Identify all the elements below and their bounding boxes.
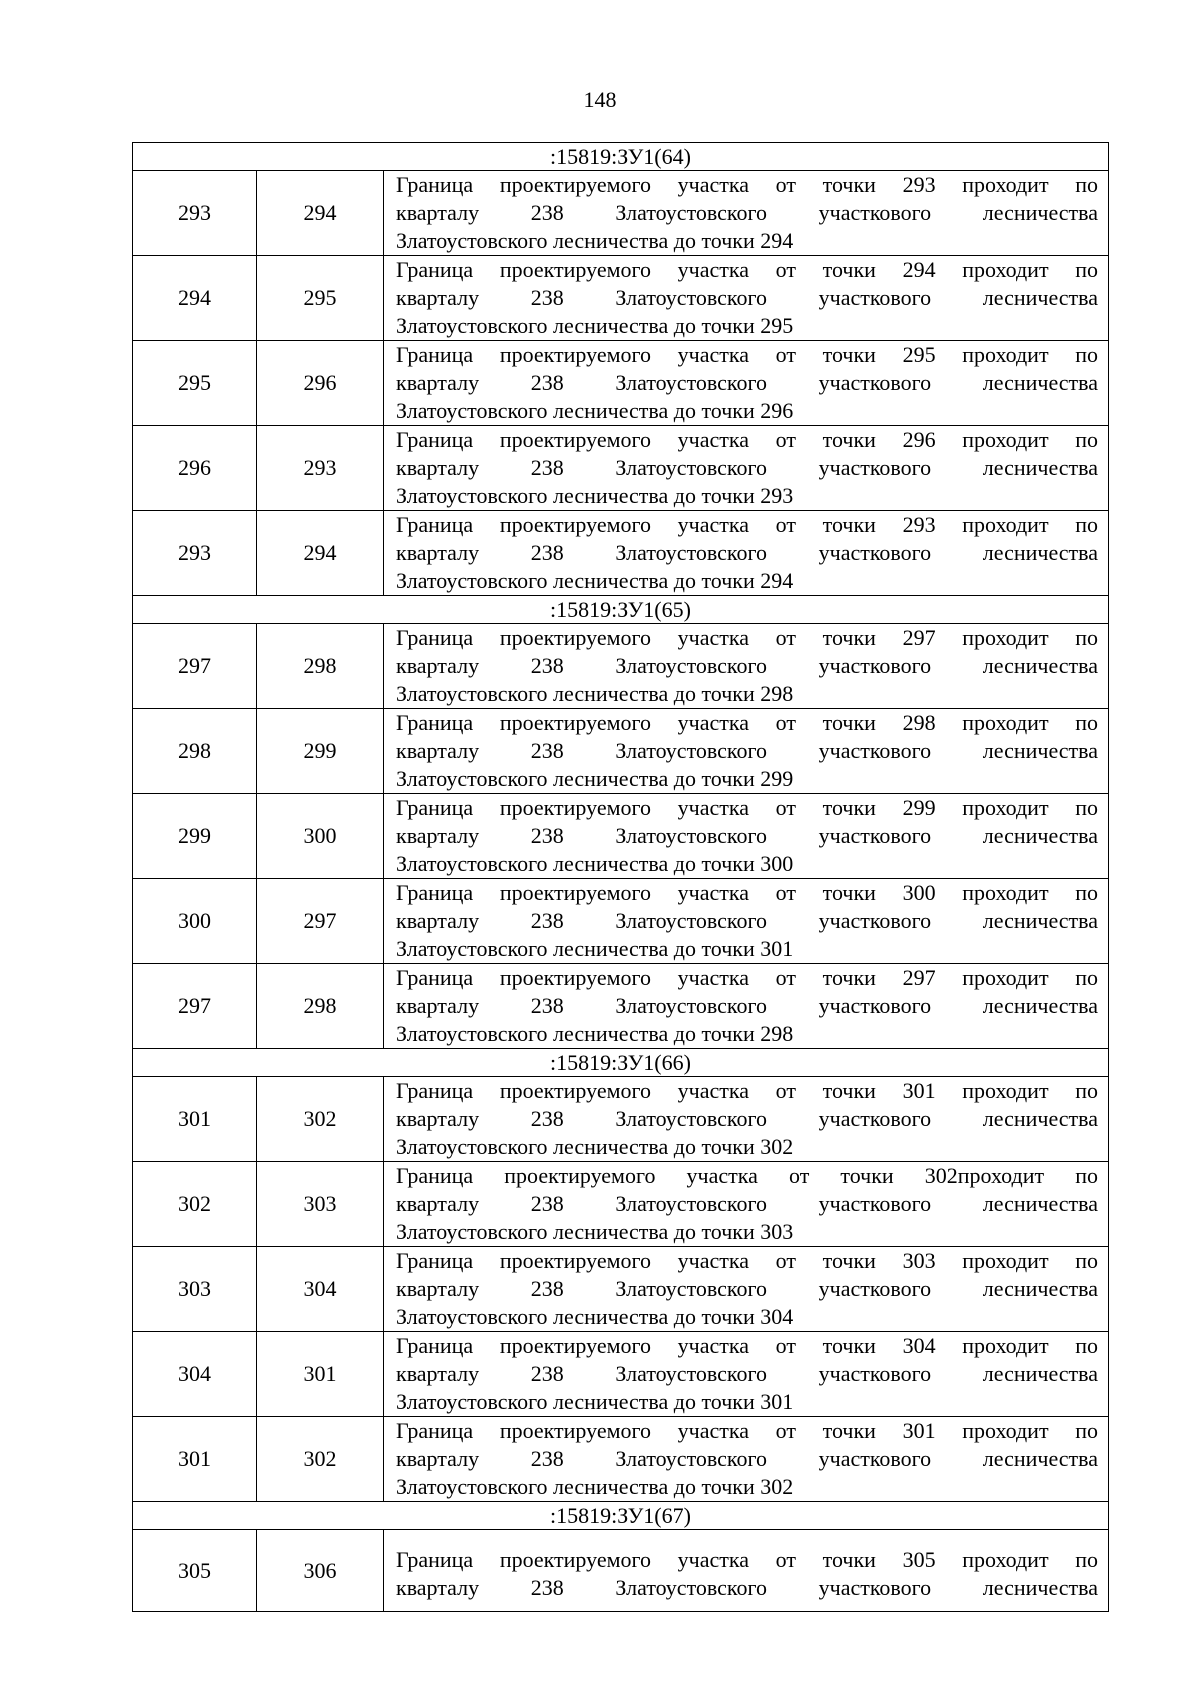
point-to-cell: 303 [257,1162,384,1247]
description-cell [384,879,1109,964]
section-header-row [133,1502,1109,1530]
description-line: кварталу 238 Златоустовского участкового лесничества [396,1191,1098,1216]
point-to-cell: 304 [257,1247,384,1332]
description-line: Граница проектируемого участка от точки 298 проходит по [396,710,1098,735]
point-from-cell: 305 [133,1530,257,1612]
point-to-cell: 300 [257,794,384,879]
description-line: кварталу 238 Златоустовского участкового лесничества [396,993,1098,1018]
table-row [133,1247,1109,1332]
point-to-cell: 294 [257,171,384,256]
description-line: Граница проектируемого участка от точки 293 проходит по [396,512,1098,537]
description-cell [384,1332,1109,1417]
description-line: Граница проектируемого участка от точки 297 проходит по [396,965,1098,990]
table-row [133,256,1109,341]
description-line: кварталу 238 Златоустовского участкового лесничества [396,823,1098,848]
description-line: Граница проектируемого участка от точки 300 проходит по [396,880,1098,905]
description-line: Граница проектируемого участка от точки 301 проходит по [396,1418,1098,1443]
description-line: кварталу 238 Златоустовского участкового лесничества [396,738,1098,763]
description-line: Граница проектируемого участка от точки 305 проходит по [396,1546,1098,1572]
description-line: Граница проектируемого участка от точки 293 проходит по [396,172,1098,197]
section-header-row [133,143,1109,171]
point-from-cell: 301 [133,1417,257,1502]
table-row [133,624,1109,709]
point-from-cell: 294 [133,256,257,341]
description-cell [384,794,1109,879]
section-title: :15819:ЗУ1(66) [133,1049,1109,1077]
point-to-cell: 298 [257,964,384,1049]
table-row [133,1077,1109,1162]
point-to-cell: 293 [257,426,384,511]
description-line: Граница проектируемого участка от точки 303 проходит по [396,1248,1098,1273]
description-cell [384,1530,1109,1612]
section-header-row [133,596,1109,624]
point-from-cell: 296 [133,426,257,511]
description-line: кварталу 238 Златоустовского участкового лесничества [396,370,1098,395]
description-line: Златоустовского лесничества до точки 301 [396,1389,794,1414]
description-cell [384,511,1109,596]
description-line: кварталу 238 Златоустовского участкового лесничества [396,285,1098,310]
description-line: кварталу 238 Златоустовского участкового лесничества [396,1574,1098,1600]
description-line: Граница проектируемого участка от точки 297 проходит по [396,625,1098,650]
point-from-cell: 302 [133,1162,257,1247]
description-line: Златоустовского лесничества до точки 298 [396,1021,794,1046]
description-line: Граница проектируемого участка от точки 295 проходит по [396,342,1098,367]
description-cell [384,709,1109,794]
description-line: Граница проектируемого участка от точки 302проходит по [396,1163,1098,1188]
table-row [133,1332,1109,1417]
description-line: кварталу 238 Златоустовского участкового лесничества [396,1276,1098,1301]
description-line: кварталу 238 Златоустовского участкового лесничества [396,1446,1098,1471]
table-row [133,1417,1109,1502]
point-from-cell: 300 [133,879,257,964]
point-to-cell: 294 [257,511,384,596]
point-from-cell: 304 [133,1332,257,1417]
description-line: Златоустовского лесничества до точки 300 [396,851,794,876]
section-title: :15819:ЗУ1(65) [133,596,1109,624]
description-cell [384,964,1109,1049]
section-title: :15819:ЗУ1(67) [133,1502,1109,1530]
description-cell [384,341,1109,426]
description-line: кварталу 238 Златоустовского участкового лесничества [396,1106,1098,1131]
description-line: Златоустовского лесничества до точки 295 [396,313,794,338]
description-cell [384,1077,1109,1162]
description-line: Златоустовского лесничества до точки 302 [396,1134,794,1159]
point-from-cell: 297 [133,624,257,709]
table-row [133,1530,1109,1612]
table-row [133,171,1109,256]
description-line: Граница проектируемого участка от точки 294 проходит по [396,257,1098,282]
table-row [133,879,1109,964]
table-row [133,964,1109,1049]
point-to-cell: 298 [257,624,384,709]
boundary-table [132,142,1109,1612]
description-line: Златоустовского лесничества до точки 293 [396,483,794,508]
description-line: Златоустовского лесничества до точки 303 [396,1219,794,1244]
description-line: кварталу 238 Златоустовского участкового лесничества [396,200,1098,225]
section-header-row [133,1049,1109,1077]
description-line: Златоустовского лесничества до точки 298 [396,681,794,706]
description-line: Граница проектируемого участка от точки 296 проходит по [396,427,1098,452]
description-line: кварталу 238 Златоустовского участкового лесничества [396,908,1098,933]
description-cell [384,1417,1109,1502]
description-cell [384,426,1109,511]
description-cell [384,624,1109,709]
point-to-cell: 295 [257,256,384,341]
point-from-cell: 303 [133,1247,257,1332]
point-from-cell: 299 [133,794,257,879]
description-line: Граница проектируемого участка от точки 304 проходит по [396,1333,1098,1358]
point-from-cell: 293 [133,511,257,596]
description-cell [384,1247,1109,1332]
description-line: Граница проектируемого участка от точки 301 проходит по [396,1078,1098,1103]
point-to-cell: 297 [257,879,384,964]
description-line: Златоустовского лесничества до точки 304 [396,1304,794,1329]
table-row [133,511,1109,596]
description-cell [384,171,1109,256]
description-line: Златоустовского лесничества до точки 294 [396,228,794,253]
point-to-cell: 302 [257,1077,384,1162]
table-row [133,1162,1109,1247]
point-from-cell: 295 [133,341,257,426]
point-from-cell: 301 [133,1077,257,1162]
point-to-cell: 302 [257,1417,384,1502]
point-from-cell: 293 [133,171,257,256]
description-line: Граница проектируемого участка от точки 299 проходит по [396,795,1098,820]
point-from-cell: 297 [133,964,257,1049]
point-to-cell: 296 [257,341,384,426]
table-row [133,794,1109,879]
description-line: Златоустовского лесничества до точки 296 [396,398,794,423]
table-row [133,426,1109,511]
section-title: :15819:ЗУ1(64) [133,143,1109,171]
point-from-cell: 298 [133,709,257,794]
point-to-cell: 301 [257,1332,384,1417]
description-line: кварталу 238 Златоустовского участкового лесничества [396,455,1098,480]
page-number: 148 [583,87,617,112]
table-body [133,143,1109,1612]
table-row [133,341,1109,426]
description-line: кварталу 238 Златоустовского участкового лесничества [396,540,1098,565]
description-line: Златоустовского лесничества до точки 301 [396,936,794,961]
description-line: кварталу 238 Златоустовского участкового лесничества [396,1361,1098,1386]
description-line: кварталу 238 Златоустовского участкового лесничества [396,653,1098,678]
description-cell [384,1162,1109,1247]
table-row [133,709,1109,794]
description-cell [384,256,1109,341]
description-line: Златоустовского лесничества до точки 299 [396,766,794,791]
description-line: Златоустовского лесничества до точки 294 [396,568,794,593]
point-to-cell: 299 [257,709,384,794]
point-to-cell: 306 [257,1530,384,1612]
description-line: Златоустовского лесничества до точки 302 [396,1474,794,1499]
